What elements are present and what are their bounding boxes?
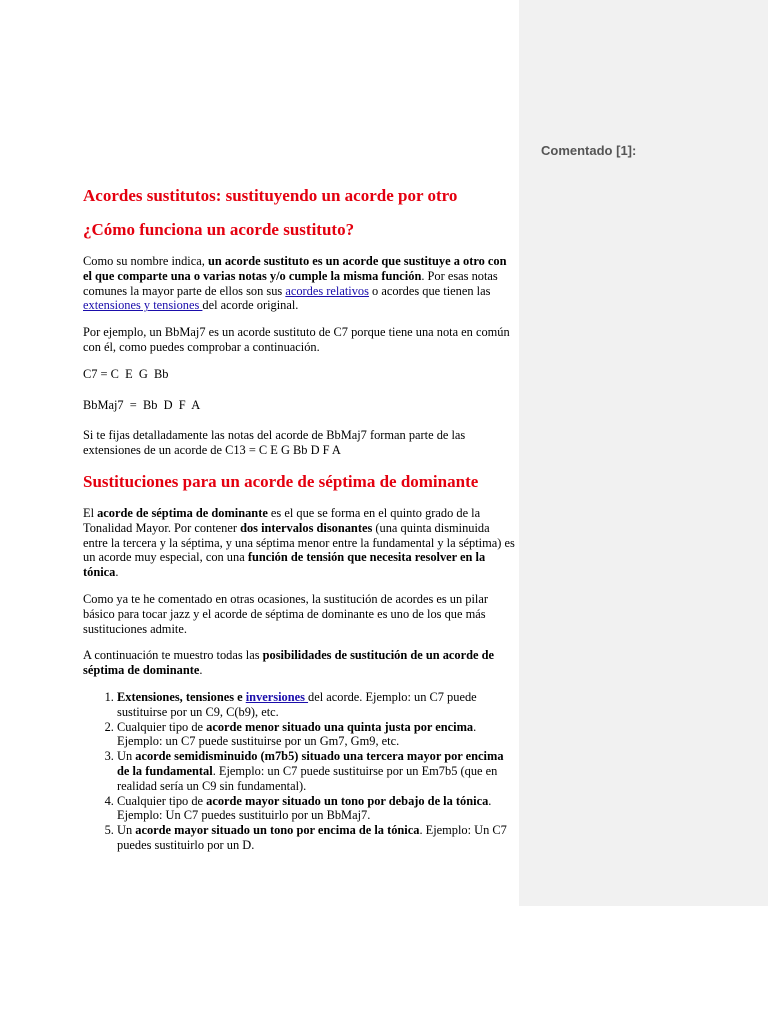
list-item xyxy=(117,823,515,853)
bold-run: acorde de séptima de dominante xyxy=(97,505,268,520)
paragraph-list-intro xyxy=(83,648,515,678)
document-body xyxy=(83,186,515,853)
text-run: es el que se forma en el quinto grado de la Tonalidad Mayor. Por contener xyxy=(83,505,481,535)
text-run: Cualquier tipo de xyxy=(117,793,207,808)
comment-pane xyxy=(519,0,768,906)
text-run: . Ejemplo: un C7 puede sustituirse por un Em7b5 (que en realidad sería un C9 sin fundamental). xyxy=(117,763,498,793)
comment-label: Comentado [1]: xyxy=(541,143,637,158)
text-run: . Ejemplo: Un C7 puedes sustituirlo por un BbMaj7. xyxy=(117,793,492,823)
text-run: . xyxy=(199,663,203,678)
chord-c7-notes: C7 = C E G Bb xyxy=(83,366,169,381)
chord-bbmaj7-notes: BbMaj7 = Bb D F A xyxy=(83,397,201,412)
bold-run: acorde menor situado una quinta justa por encima xyxy=(206,719,474,734)
bold-run: acorde mayor situado un tono por debajo de la tónica xyxy=(206,793,489,808)
text-run: . Ejemplo: Un C7 puedes sustituirlo por un D. xyxy=(117,823,507,852)
text-run: Un xyxy=(117,823,136,838)
text-run: Un xyxy=(117,749,136,764)
paragraph-jazz-pillar: Como ya te he comentado en otras ocasiones, la sustitución de acordes es un pilar básico para tocar jazz y el acorde de séptima de dominante es uno de los que más sustituciones admite. xyxy=(83,591,488,636)
text-run: A continuación te muestro todas las xyxy=(83,648,263,663)
text-run: del acorde. Ejemplo: un C7 puede sustituirse por un C9, C(b9), etc. xyxy=(117,689,477,719)
list-item xyxy=(117,720,515,750)
text-run: o acordes que tienen las xyxy=(368,283,491,298)
section-heading-how-it-works: ¿Cómo funciona un acorde sustituto? xyxy=(83,220,355,239)
document-title: Acordes sustitutos: sustituyendo un acorde por otro xyxy=(83,186,458,205)
substitution-list xyxy=(83,690,515,853)
paragraph-dominant-chord xyxy=(83,506,515,580)
link-inversiones[interactable]: inversiones xyxy=(245,689,309,704)
text-run: . Por esas notas comunes la mayor parte de ellos son sus xyxy=(83,268,498,298)
section-heading-dominant-substitutions: Sustituciones para un acorde de séptima de dominante xyxy=(83,471,479,491)
list-item xyxy=(117,690,515,720)
paragraph-definition xyxy=(83,254,515,313)
bold-run: acorde semidisminuido (m7b5) situado una tercera mayor por encima de la fundamental xyxy=(117,749,504,778)
link-extensiones-tensiones[interactable]: extensiones y tensiones xyxy=(83,298,203,313)
text-run: Cualquier tipo de xyxy=(117,719,207,734)
text-run: El xyxy=(83,505,98,520)
bold-run: posibilidades de sustitución de un acorde de séptima de dominante xyxy=(83,648,494,678)
text-run: del acorde original. xyxy=(202,298,299,313)
bold-run: un acorde sustituto es un acorde que sustituye a otro con el que comparte una o varias notas y/o cumple la misma función xyxy=(83,254,507,283)
bold-run: dos intervalos disonantes xyxy=(240,520,373,535)
link-acordes-relativos[interactable]: acordes relativos xyxy=(285,283,369,298)
bold-run: acorde mayor situado un tono por encima de la tónica xyxy=(135,823,420,838)
text-run: (una quinta disminuida entre la tercera y la séptima, y una séptima menor entre la fundamental y la séptima) es un acorde muy especial, con una xyxy=(83,520,515,565)
text-run: . Ejemplo: un C7 puede sustituirse por un Gm7, Gm9, etc. xyxy=(117,719,477,749)
list-item xyxy=(117,749,515,793)
bold-run: Extensiones, tensiones e xyxy=(117,689,246,704)
paragraph-extensions-note: Si te fijas detalladamente las notas del acorde de BbMaj7 forman parte de las extensiones de un acorde de C13 = C E G Bb D F A xyxy=(83,428,466,458)
bold-run: función de tensión que necesita resolver en la tónica xyxy=(83,550,486,580)
list-item xyxy=(117,794,515,824)
text-run: . xyxy=(115,565,119,580)
paragraph-example: Por ejemplo, un BbMaj7 es un acorde sustituto de C7 porque tiene una nota en común con él, como puedes comprobar a continuación. xyxy=(83,325,510,354)
text-run: Como su nombre indica, xyxy=(83,254,208,268)
